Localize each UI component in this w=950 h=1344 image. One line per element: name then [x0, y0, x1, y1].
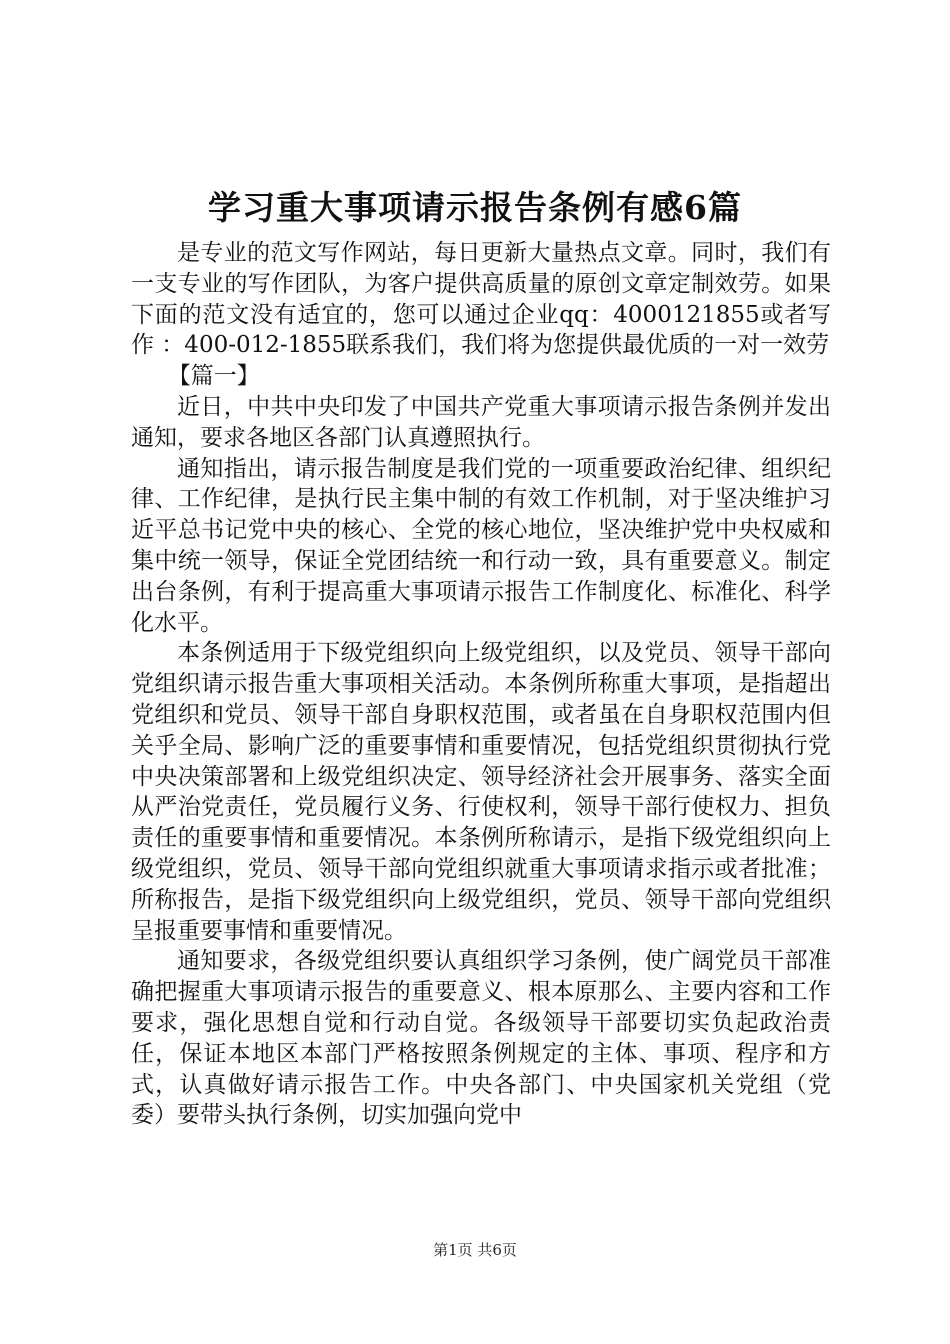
- page-number-footer: 第1页 共6页: [433, 1241, 517, 1259]
- body-paragraph: 通知指出，请示报告制度是我们党的一项重要政治纪律、组织纪律、工作纪律，是执行民主集中制的有效工作机制，对于坚决维护习近平总书记党中央的核心、全党的核心地位，坚决维护党中央权威和集中统一领导，保证全党团结统一和行动一致，具有重要意义。制定出台条例，有利于提高重大事项请示报告工作制度化、标准化、科学化水平。: [131, 455, 831, 636]
- body-paragraph: 近日，中共中央印发了中国共产党重大事项请示报告条例并发出通知，要求各地区各部门认真遵照执行。: [131, 393, 831, 451]
- document-body: [131, 238, 831, 1131]
- body-paragraph: 通知要求，各级党组织要认真组织学习条例，使广阔党员干部准确把握重大事项请示报告的重要意义、根本原那么、主要内容和工作要求，强化思想自觉和行动自觉。各级领导干部要切实负起政治责任，保证本地区本部门严格按照条例规定的主体、事项、程序和方式，认真做好请示报告工作。中央各部门、中央国家机关党组（党委）要带头执行条例，切实加强向党中: [131, 948, 831, 1129]
- section-heading: 【篇一】: [167, 363, 260, 390]
- document-title: 学习重大事项请示报告条例有感6篇: [208, 188, 742, 227]
- body-paragraph: 本条例适用于下级党组织向上级党组织，以及党员、领导干部向党组织请示报告重大事项相关活动。本条例所称重大事项，是指超出党组织和党员、领导干部自身职权范围，或者虽在自身职权范围内但关乎全局、影响广泛的重要事情和重要情况，包括党组织贯彻执行党中央决策部署和上级党组织决定、领导经济社会开展事务、落实全面从严治党责任，党员履行义务、行使权利，领导干部行使权力、担负责任的重要事情和重要情况。本条例所称请示，是指下级党组织向上级党组织，党员、领导干部向党组织就重大事项请求指示或者批准；所称报告，是指下级党组织向上级党组织，党员、领导干部向党组织呈报重要事情和重要情况。: [131, 640, 831, 944]
- intro-paragraph: 是专业的范文写作网站，每日更新大量热点文章。同时，我们有一支专业的写作团队，为客户提供高质量的原创文章定制效劳。如果下面的范文没有适宜的，您可以通过企业qq：4000121855或者写作 ：400-012-1855联系我们，我们将为您提供最优质的一对一效劳: [131, 240, 831, 359]
